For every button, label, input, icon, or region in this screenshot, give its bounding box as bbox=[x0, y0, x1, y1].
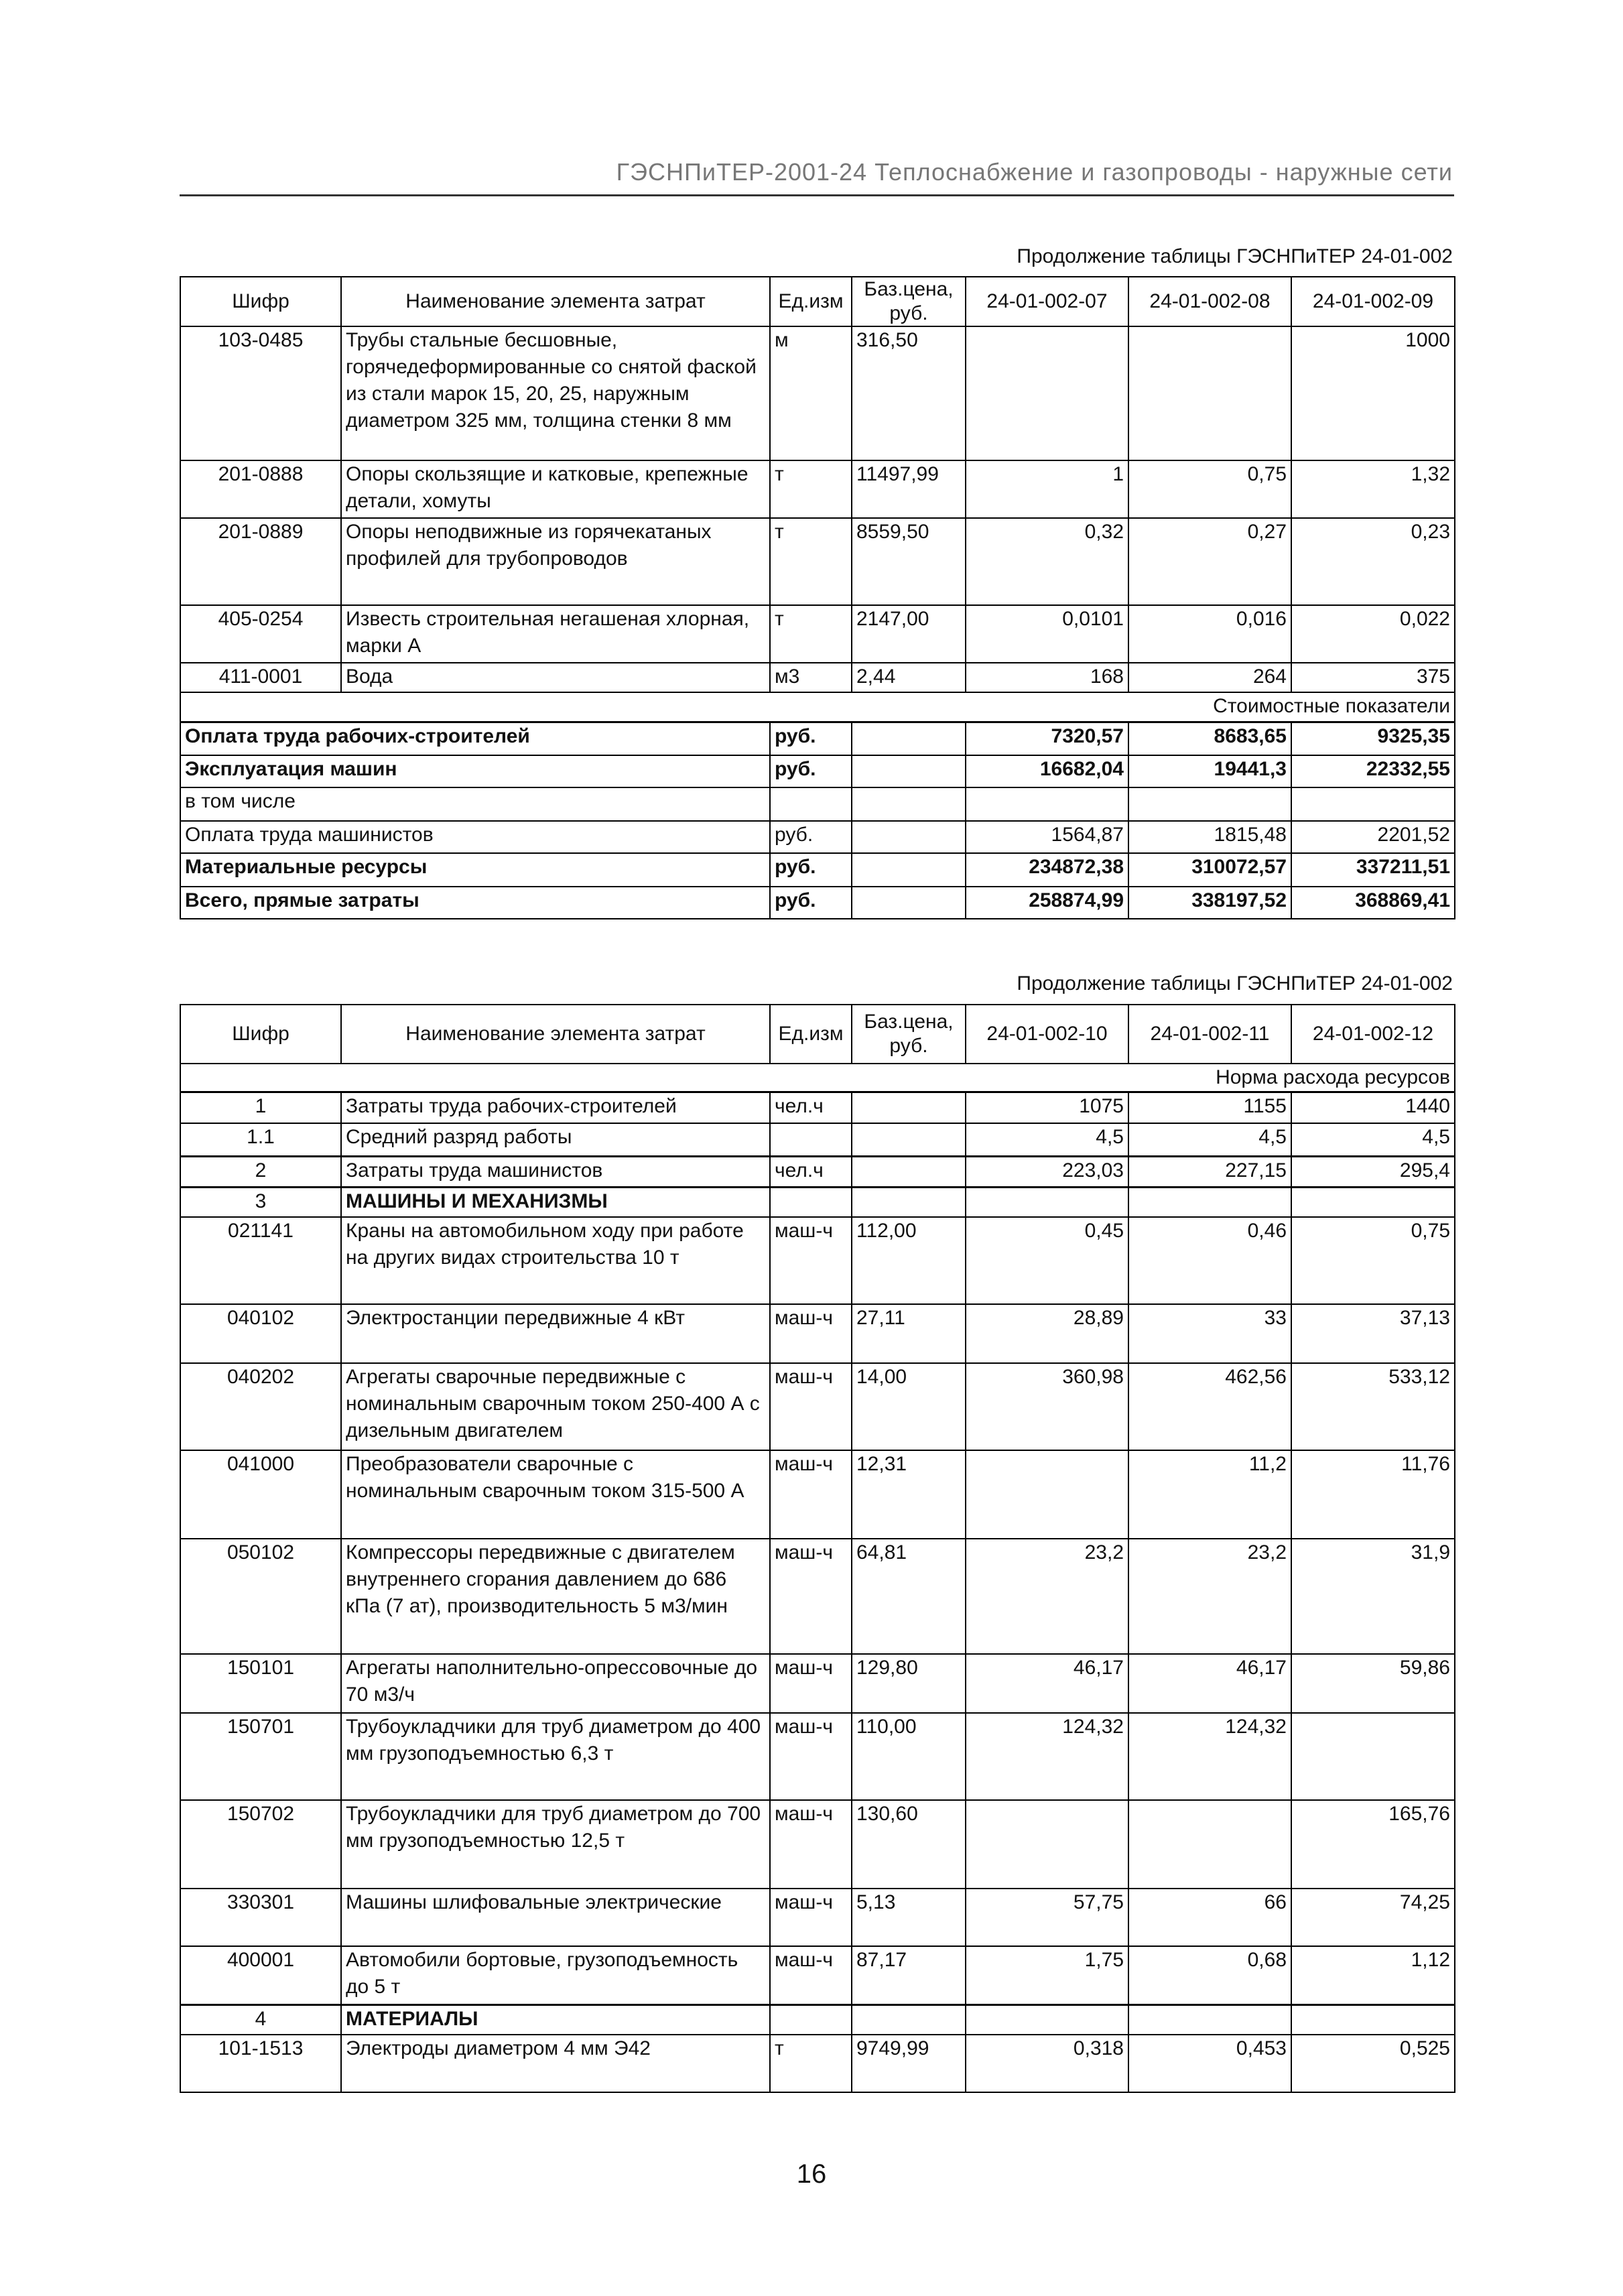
value-cell: 8683,65 bbox=[1128, 722, 1291, 755]
name-cell: Машины шлифовальные электрические bbox=[341, 1889, 770, 1946]
value-cell: 1155 bbox=[1128, 1092, 1291, 1123]
value-cell: 1,32 bbox=[1291, 460, 1455, 518]
value-cell: 1,75 bbox=[966, 1946, 1128, 2005]
value-cell: 66 bbox=[1128, 1889, 1291, 1946]
name-cell: Агрегаты наполнительно-опрессовочные до 70 м3/ч bbox=[341, 1654, 770, 1713]
price-cell bbox=[852, 2005, 966, 2035]
code-cell: 201-0889 bbox=[180, 518, 341, 605]
price-cell: 87,17 bbox=[852, 1946, 966, 2005]
unit-cell bbox=[770, 1188, 852, 1217]
value-cell: 295,4 bbox=[1291, 1157, 1455, 1188]
table-row bbox=[180, 605, 1455, 663]
unit-cell: маш-ч bbox=[770, 1889, 852, 1946]
unit-cell: чел.ч bbox=[770, 1157, 852, 1188]
section-row bbox=[180, 692, 1455, 722]
unit-cell bbox=[770, 787, 852, 821]
column-header: Наименование элемента затрат bbox=[341, 277, 770, 326]
name-cell: Затраты труда машинистов bbox=[341, 1157, 770, 1188]
cost-row bbox=[180, 821, 1455, 853]
value-cell: 1,12 bbox=[1291, 1946, 1455, 2005]
unit-cell: маш-ч bbox=[770, 1217, 852, 1304]
price-cell bbox=[852, 887, 966, 919]
value-cell bbox=[966, 1800, 1128, 1889]
name-cell: Известь строительная негашеная хлорная, марки А bbox=[341, 605, 770, 663]
code-cell: 4 bbox=[180, 2005, 341, 2035]
value-cell: 0,525 bbox=[1291, 2035, 1455, 2092]
table-row bbox=[180, 518, 1455, 605]
price-cell: 112,00 bbox=[852, 1217, 966, 1304]
price-cell: 110,00 bbox=[852, 1713, 966, 1800]
value-cell: 46,17 bbox=[1128, 1654, 1291, 1713]
value-cell: 23,2 bbox=[966, 1539, 1128, 1654]
column-header: Баз.цена, руб. bbox=[852, 277, 966, 326]
table-row bbox=[180, 1092, 1455, 1123]
name-cell: Электростанции передвижные 4 кВт bbox=[341, 1304, 770, 1363]
value-cell: 0,016 bbox=[1128, 605, 1291, 663]
unit-cell: руб. bbox=[770, 821, 852, 853]
name-cell: Трубоукладчики для труб диаметром до 400 мм грузоподъемностью 6,3 т bbox=[341, 1713, 770, 1800]
value-cell bbox=[966, 787, 1128, 821]
value-cell: 0,68 bbox=[1128, 1946, 1291, 2005]
value-cell bbox=[1128, 787, 1291, 821]
unit-cell: маш-ч bbox=[770, 1713, 852, 1800]
price-cell bbox=[852, 853, 966, 887]
table1 bbox=[180, 276, 1455, 919]
cost-name: в том числе bbox=[180, 787, 770, 821]
price-cell bbox=[852, 1157, 966, 1188]
unit-cell: маш-ч bbox=[770, 1304, 852, 1363]
code-cell: 150702 bbox=[180, 1800, 341, 1889]
table-row bbox=[180, 1889, 1455, 1946]
cost-name: Эксплуатация машин bbox=[180, 755, 770, 787]
unit-cell: маш-ч bbox=[770, 1450, 852, 1539]
cost-row bbox=[180, 853, 1455, 887]
value-cell: 168 bbox=[966, 663, 1128, 692]
price-cell bbox=[852, 787, 966, 821]
value-cell: 9325,35 bbox=[1291, 722, 1455, 755]
value-cell: 23,2 bbox=[1128, 1539, 1291, 1654]
value-cell: 59,86 bbox=[1291, 1654, 1455, 1713]
code-cell: 103-0485 bbox=[180, 326, 341, 460]
table1-caption: Продолжение таблицы ГЭСНПиТЕР 24-01-002 bbox=[1017, 245, 1453, 267]
value-cell: 360,98 bbox=[966, 1363, 1128, 1450]
cost-name: Материальные ресурсы bbox=[180, 853, 770, 887]
value-cell: 1 bbox=[966, 460, 1128, 518]
group-heading: МАТЕРИАЛЫ bbox=[341, 2005, 770, 2035]
value-cell: 0,318 bbox=[966, 2035, 1128, 2092]
value-cell: 227,15 bbox=[1128, 1157, 1291, 1188]
table2-header-row bbox=[180, 1005, 1455, 1064]
code-cell: 040202 bbox=[180, 1363, 341, 1450]
code-cell: 201-0888 bbox=[180, 460, 341, 518]
code-cell: 405-0254 bbox=[180, 605, 341, 663]
column-header: 24-01-002-12 bbox=[1291, 1005, 1455, 1064]
code-cell: 021141 bbox=[180, 1217, 341, 1304]
unit-cell: м bbox=[770, 326, 852, 460]
value-cell bbox=[1128, 2005, 1291, 2035]
value-cell: 1075 bbox=[966, 1092, 1128, 1123]
unit-cell bbox=[770, 2005, 852, 2035]
value-cell: 0,46 bbox=[1128, 1217, 1291, 1304]
code-cell: 2 bbox=[180, 1157, 341, 1188]
value-cell: 46,17 bbox=[966, 1654, 1128, 1713]
value-cell bbox=[1291, 2005, 1455, 2035]
name-cell: Агрегаты сварочные передвижные с номинальным сварочным током 250-400 А с дизельным двигателем bbox=[341, 1363, 770, 1450]
table-row bbox=[180, 1363, 1455, 1450]
value-cell: 310072,57 bbox=[1128, 853, 1291, 887]
value-cell bbox=[1291, 1188, 1455, 1217]
code-cell: 150701 bbox=[180, 1713, 341, 1800]
price-cell: 14,00 bbox=[852, 1363, 966, 1450]
price-cell: 130,60 bbox=[852, 1800, 966, 1889]
table2-caption: Продолжение таблицы ГЭСНПиТЕР 24-01-002 bbox=[1017, 972, 1453, 995]
table1-header-row bbox=[180, 277, 1455, 326]
column-header: Баз.цена, руб. bbox=[852, 1005, 966, 1064]
cost-row bbox=[180, 755, 1455, 787]
cost-name: Оплата труда машинистов bbox=[180, 821, 770, 853]
value-cell: 124,32 bbox=[966, 1713, 1128, 1800]
name-cell: Трубы стальные бесшовные, горячедеформированные со снятой фаской из стали марок 15, 20, 25, наружным диаметром 325 мм, толщина стенки 8 мм bbox=[341, 326, 770, 460]
value-cell: 28,89 bbox=[966, 1304, 1128, 1363]
unit-cell: т bbox=[770, 518, 852, 605]
value-cell bbox=[1291, 1713, 1455, 1800]
value-cell: 1000 bbox=[1291, 326, 1455, 460]
section-row bbox=[180, 1064, 1455, 1092]
column-header: 24-01-002-10 bbox=[966, 1005, 1128, 1064]
value-cell: 368869,41 bbox=[1291, 887, 1455, 919]
value-cell bbox=[1291, 787, 1455, 821]
table-row bbox=[180, 326, 1455, 460]
code-cell: 411-0001 bbox=[180, 663, 341, 692]
price-cell: 27,11 bbox=[852, 1304, 966, 1363]
value-cell: 223,03 bbox=[966, 1157, 1128, 1188]
value-cell: 375 bbox=[1291, 663, 1455, 692]
table-row bbox=[180, 1304, 1455, 1363]
table-row bbox=[180, 663, 1455, 692]
name-cell: Автомобили бортовые, грузоподъемность до 5 т bbox=[341, 1946, 770, 2005]
price-cell: 5,13 bbox=[852, 1889, 966, 1946]
group-heading-row bbox=[180, 2005, 1455, 2035]
cost-row bbox=[180, 787, 1455, 821]
unit-cell: чел.ч bbox=[770, 1092, 852, 1123]
price-cell: 316,50 bbox=[852, 326, 966, 460]
value-cell: 16682,04 bbox=[966, 755, 1128, 787]
group-heading-row bbox=[180, 1188, 1455, 1217]
value-cell: 258874,99 bbox=[966, 887, 1128, 919]
price-cell: 64,81 bbox=[852, 1539, 966, 1654]
value-cell: 1564,87 bbox=[966, 821, 1128, 853]
name-cell: Электроды диаметром 4 мм Э42 bbox=[341, 2035, 770, 2092]
value-cell bbox=[1128, 1800, 1291, 1889]
value-cell: 338197,52 bbox=[1128, 887, 1291, 919]
unit-cell: маш-ч bbox=[770, 1363, 852, 1450]
code-cell: 150101 bbox=[180, 1654, 341, 1713]
name-cell: Преобразователи сварочные с номинальным сварочным током 315-500 А bbox=[341, 1450, 770, 1539]
code-cell: 101-1513 bbox=[180, 2035, 341, 2092]
price-cell bbox=[852, 755, 966, 787]
column-header: Шифр bbox=[180, 1005, 341, 1064]
unit-cell: руб. bbox=[770, 722, 852, 755]
value-cell: 264 bbox=[1128, 663, 1291, 692]
value-cell: 74,25 bbox=[1291, 1889, 1455, 1946]
name-cell: Затраты труда рабочих-строителей bbox=[341, 1092, 770, 1123]
value-cell: 0,75 bbox=[1128, 460, 1291, 518]
price-cell bbox=[852, 1188, 966, 1217]
value-cell bbox=[966, 326, 1128, 460]
value-cell: 7320,57 bbox=[966, 722, 1128, 755]
unit-cell: маш-ч bbox=[770, 1539, 852, 1654]
table-row bbox=[180, 1539, 1455, 1654]
code-cell: 1.1 bbox=[180, 1123, 341, 1157]
table-row bbox=[180, 1654, 1455, 1713]
name-cell: Средний разряд работы bbox=[341, 1123, 770, 1157]
value-cell: 31,9 bbox=[1291, 1539, 1455, 1654]
price-cell: 129,80 bbox=[852, 1654, 966, 1713]
value-cell: 4,5 bbox=[1291, 1123, 1455, 1157]
name-cell: Вода bbox=[341, 663, 770, 692]
price-cell: 2,44 bbox=[852, 663, 966, 692]
price-cell: 11497,99 bbox=[852, 460, 966, 518]
table-row bbox=[180, 1157, 1455, 1188]
value-cell bbox=[966, 1450, 1128, 1539]
value-cell: 462,56 bbox=[1128, 1363, 1291, 1450]
running-header: ГЭСНПиТЕР-2001-24 Теплоснабжение и газопроводы - наружные сети bbox=[616, 158, 1453, 186]
value-cell: 533,12 bbox=[1291, 1363, 1455, 1450]
table2 bbox=[180, 1004, 1455, 2093]
value-cell: 0,022 bbox=[1291, 605, 1455, 663]
name-cell: Опоры неподвижные из горячекатаных профилей для трубопроводов bbox=[341, 518, 770, 605]
table-row bbox=[180, 1123, 1455, 1157]
code-cell: 040102 bbox=[180, 1304, 341, 1363]
table-row bbox=[180, 2035, 1455, 2092]
section-label: Стоимостные показатели bbox=[180, 692, 1455, 722]
name-cell: Опоры скользящие и катковые, крепежные детали, хомуты bbox=[341, 460, 770, 518]
value-cell: 165,76 bbox=[1291, 1800, 1455, 1889]
table-row bbox=[180, 1217, 1455, 1304]
price-cell: 12,31 bbox=[852, 1450, 966, 1539]
value-cell: 57,75 bbox=[966, 1889, 1128, 1946]
price-cell bbox=[852, 821, 966, 853]
column-header: 24-01-002-07 bbox=[966, 277, 1128, 326]
value-cell: 0,453 bbox=[1128, 2035, 1291, 2092]
price-cell: 8559,50 bbox=[852, 518, 966, 605]
name-cell: Краны на автомобильном ходу при работе на других видах строительства 10 т bbox=[341, 1217, 770, 1304]
header-rule bbox=[180, 194, 1454, 196]
page-number: 16 bbox=[796, 2159, 827, 2189]
unit-cell bbox=[770, 1123, 852, 1157]
price-cell: 9749,99 bbox=[852, 2035, 966, 2092]
price-cell bbox=[852, 1123, 966, 1157]
unit-cell: маш-ч bbox=[770, 1800, 852, 1889]
unit-cell: руб. bbox=[770, 853, 852, 887]
code-cell: 400001 bbox=[180, 1946, 341, 2005]
value-cell: 0,0101 bbox=[966, 605, 1128, 663]
column-header: 24-01-002-11 bbox=[1128, 1005, 1291, 1064]
unit-cell: маш-ч bbox=[770, 1946, 852, 2005]
cost-row bbox=[180, 722, 1455, 755]
value-cell: 19441,3 bbox=[1128, 755, 1291, 787]
price-cell: 2147,00 bbox=[852, 605, 966, 663]
code-cell: 330301 bbox=[180, 1889, 341, 1946]
value-cell: 1440 bbox=[1291, 1092, 1455, 1123]
value-cell: 33 bbox=[1128, 1304, 1291, 1363]
name-cell: Трубоукладчики для труб диаметром до 700 мм грузоподъемностью 12,5 т bbox=[341, 1800, 770, 1889]
value-cell bbox=[1128, 326, 1291, 460]
unit-cell: т bbox=[770, 460, 852, 518]
value-cell: 337211,51 bbox=[1291, 853, 1455, 887]
value-cell: 11,2 bbox=[1128, 1450, 1291, 1539]
value-cell: 1815,48 bbox=[1128, 821, 1291, 853]
code-cell: 050102 bbox=[180, 1539, 341, 1654]
table-row bbox=[180, 1946, 1455, 2005]
table-row bbox=[180, 1713, 1455, 1800]
unit-cell: руб. bbox=[770, 755, 852, 787]
value-cell: 0,75 bbox=[1291, 1217, 1455, 1304]
value-cell: 124,32 bbox=[1128, 1713, 1291, 1800]
code-cell: 041000 bbox=[180, 1450, 341, 1539]
value-cell bbox=[1128, 1188, 1291, 1217]
value-cell: 0,32 bbox=[966, 518, 1128, 605]
table-row bbox=[180, 1450, 1455, 1539]
price-cell bbox=[852, 1092, 966, 1123]
value-cell: 0,27 bbox=[1128, 518, 1291, 605]
table-row bbox=[180, 1800, 1455, 1889]
column-header: Ед.изм bbox=[770, 277, 852, 326]
value-cell bbox=[966, 1188, 1128, 1217]
price-cell bbox=[852, 722, 966, 755]
column-header: Ед.изм bbox=[770, 1005, 852, 1064]
code-cell: 3 bbox=[180, 1188, 341, 1217]
section-label: Норма расхода ресурсов bbox=[180, 1064, 1455, 1092]
cost-name: Всего, прямые затраты bbox=[180, 887, 770, 919]
name-cell: Компрессоры передвижные с двигателем внутреннего сгорания давлением до 686 кПа (7 ат), производительность 5 м3/мин bbox=[341, 1539, 770, 1654]
value-cell: 2201,52 bbox=[1291, 821, 1455, 853]
table-row bbox=[180, 460, 1455, 518]
value-cell: 37,13 bbox=[1291, 1304, 1455, 1363]
value-cell: 0,23 bbox=[1291, 518, 1455, 605]
unit-cell: т bbox=[770, 2035, 852, 2092]
value-cell: 22332,55 bbox=[1291, 755, 1455, 787]
value-cell bbox=[966, 2005, 1128, 2035]
value-cell: 11,76 bbox=[1291, 1450, 1455, 1539]
value-cell: 4,5 bbox=[1128, 1123, 1291, 1157]
column-header: Шифр bbox=[180, 277, 341, 326]
group-heading: МАШИНЫ И МЕХАНИЗМЫ bbox=[341, 1188, 770, 1217]
unit-cell: м3 bbox=[770, 663, 852, 692]
value-cell: 234872,38 bbox=[966, 853, 1128, 887]
cost-row bbox=[180, 887, 1455, 919]
column-header: Наименование элемента затрат bbox=[341, 1005, 770, 1064]
code-cell: 1 bbox=[180, 1092, 341, 1123]
value-cell: 0,45 bbox=[966, 1217, 1128, 1304]
unit-cell: руб. bbox=[770, 887, 852, 919]
unit-cell: маш-ч bbox=[770, 1654, 852, 1713]
value-cell: 4,5 bbox=[966, 1123, 1128, 1157]
column-header: 24-01-002-08 bbox=[1128, 277, 1291, 326]
column-header: 24-01-002-09 bbox=[1291, 277, 1455, 326]
cost-name: Оплата труда рабочих-строителей bbox=[180, 722, 770, 755]
unit-cell: т bbox=[770, 605, 852, 663]
